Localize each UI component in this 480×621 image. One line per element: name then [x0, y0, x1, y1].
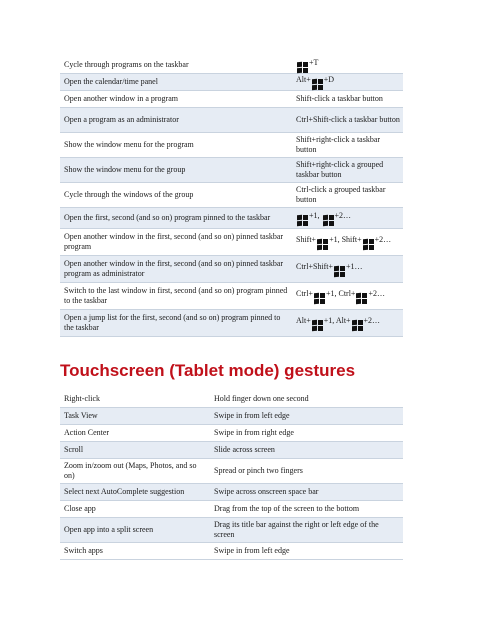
table-row [60, 283, 403, 310]
table-row [60, 391, 403, 408]
windows-logo-icon [363, 239, 374, 250]
action-cell: Open another window in the first, second (and so on) pinned taskbar program [60, 229, 292, 256]
shortcut-key: +2… [363, 315, 381, 325]
action-cell: Open a program as an administrator [60, 108, 292, 133]
windows-logo-icon [323, 215, 334, 226]
action-cell: Open another window in the first, second (and so on) pinned taskbar program as administrator [60, 256, 292, 283]
table-row [60, 57, 403, 74]
taskbar-shortcuts-table [60, 57, 403, 337]
gesture-cell: Drag its title bar against the right or left edge of the screen [210, 518, 403, 543]
action-cell: Show the window menu for the group [60, 158, 292, 183]
table-row [60, 408, 403, 425]
gesture-cell: Swipe in from left edge [210, 543, 403, 560]
windows-logo-icon [297, 62, 308, 73]
table-row [60, 229, 403, 256]
table-row [60, 208, 403, 229]
windows-logo-icon [317, 239, 328, 250]
shortcut-cell [292, 208, 403, 229]
table-row [60, 543, 403, 560]
windows-logo-icon [356, 293, 367, 304]
shortcut-prefix: Shift+ [341, 234, 362, 244]
section-heading: Touchscreen (Tablet mode) gestures [60, 361, 356, 380]
windows-logo-icon [314, 293, 325, 304]
shortcut-cell [292, 74, 403, 91]
action-cell: Open app into a split screen [60, 518, 210, 543]
table-row [60, 310, 403, 337]
gesture-cell: Swipe across onscreen space bar [210, 484, 403, 501]
shortcut-cell: Ctrl-click a grouped taskbar button [292, 183, 403, 208]
action-cell: Close app [60, 501, 210, 518]
shortcut-cell [292, 229, 403, 256]
action-cell: Show the window menu for the program [60, 133, 292, 158]
table-row [60, 518, 403, 543]
shortcut-key: +1, [309, 210, 320, 220]
shortcut-cell: Shift+right-click a taskbar button [292, 133, 403, 158]
table-row [60, 183, 403, 208]
gesture-cell: Spread or pinch two fingers [210, 459, 403, 484]
table-row [60, 442, 403, 459]
shortcut-cell [292, 256, 403, 283]
shortcut-prefix: Alt+ [296, 315, 311, 325]
shortcut-cell [292, 310, 403, 337]
shortcut-key: +1, [329, 234, 340, 244]
action-cell: Open a jump list for the first, second (and so on) program pinned to the taskbar [60, 310, 292, 337]
action-cell: Zoom in/zoom out (Maps, Photos, and so on) [60, 459, 210, 484]
action-cell: Open another window in a program [60, 91, 292, 108]
shortcut-key: +1, [325, 288, 337, 298]
action-cell: Action Center [60, 425, 210, 442]
shortcut-prefix: Ctrl+ [296, 288, 313, 298]
table-row [60, 74, 403, 91]
gesture-cell: Drag from the top of the screen to the bottom [210, 501, 403, 518]
shortcut-prefix: Alt+ [296, 74, 311, 84]
shortcut-cell: Shift-click a taskbar button [292, 91, 403, 108]
gestures-table [60, 391, 403, 560]
action-cell: Cycle through programs on the taskbar [60, 57, 292, 74]
gesture-cell: Slide across screen [210, 442, 403, 459]
table-row [60, 108, 403, 133]
windows-logo-icon [297, 215, 308, 226]
shortcut-prefix: Ctrl+ [338, 288, 356, 298]
table-row [60, 256, 403, 283]
action-cell: Task View [60, 408, 210, 425]
action-cell: Switch to the last window in first, second (and so on) program pinned to the taskbar [60, 283, 292, 310]
windows-logo-icon [312, 79, 323, 90]
action-cell: Scroll [60, 442, 210, 459]
table-row [60, 484, 403, 501]
shortcut-key: +2… [334, 210, 352, 220]
action-cell: Open the first, second (and so on) program pinned to the taskbar [60, 208, 292, 229]
gesture-cell: Swipe in from left edge [210, 408, 403, 425]
shortcut-cell [292, 283, 403, 310]
action-cell: Right-click [60, 391, 210, 408]
table-row [60, 425, 403, 442]
table-row [60, 158, 403, 183]
windows-logo-icon [352, 320, 363, 331]
table-row [60, 501, 403, 518]
shortcut-cell [292, 57, 403, 74]
windows-logo-icon [312, 320, 323, 331]
shortcut-cell: Ctrl+Shift-click a taskbar button [292, 108, 403, 133]
shortcut-key: +T [309, 57, 319, 67]
gesture-cell: Hold finger down one second [210, 391, 403, 408]
table-row [60, 133, 403, 158]
windows-logo-icon [334, 266, 345, 277]
shortcut-prefix: Shift+ [296, 234, 317, 244]
action-cell: Switch apps [60, 543, 210, 560]
action-cell: Select next AutoComplete suggestion [60, 484, 210, 501]
shortcut-prefix: Ctrl+Shift+ [296, 261, 334, 271]
action-cell: Open the calendar/time panel [60, 74, 292, 91]
shortcut-key: +2… [374, 234, 392, 244]
shortcut-prefix: Alt+ [335, 315, 351, 325]
gesture-cell: Swipe in from right edge [210, 425, 403, 442]
action-cell: Cycle through the windows of the group [60, 183, 292, 208]
shortcut-key: +2… [368, 288, 385, 298]
shortcut-key: +D [323, 74, 335, 84]
table-row [60, 91, 403, 108]
table-row [60, 459, 403, 484]
shortcut-key: +1… [346, 261, 363, 271]
shortcut-key: +1, [323, 315, 335, 325]
shortcut-cell: Shift+right-click a grouped taskbar button [292, 158, 403, 183]
